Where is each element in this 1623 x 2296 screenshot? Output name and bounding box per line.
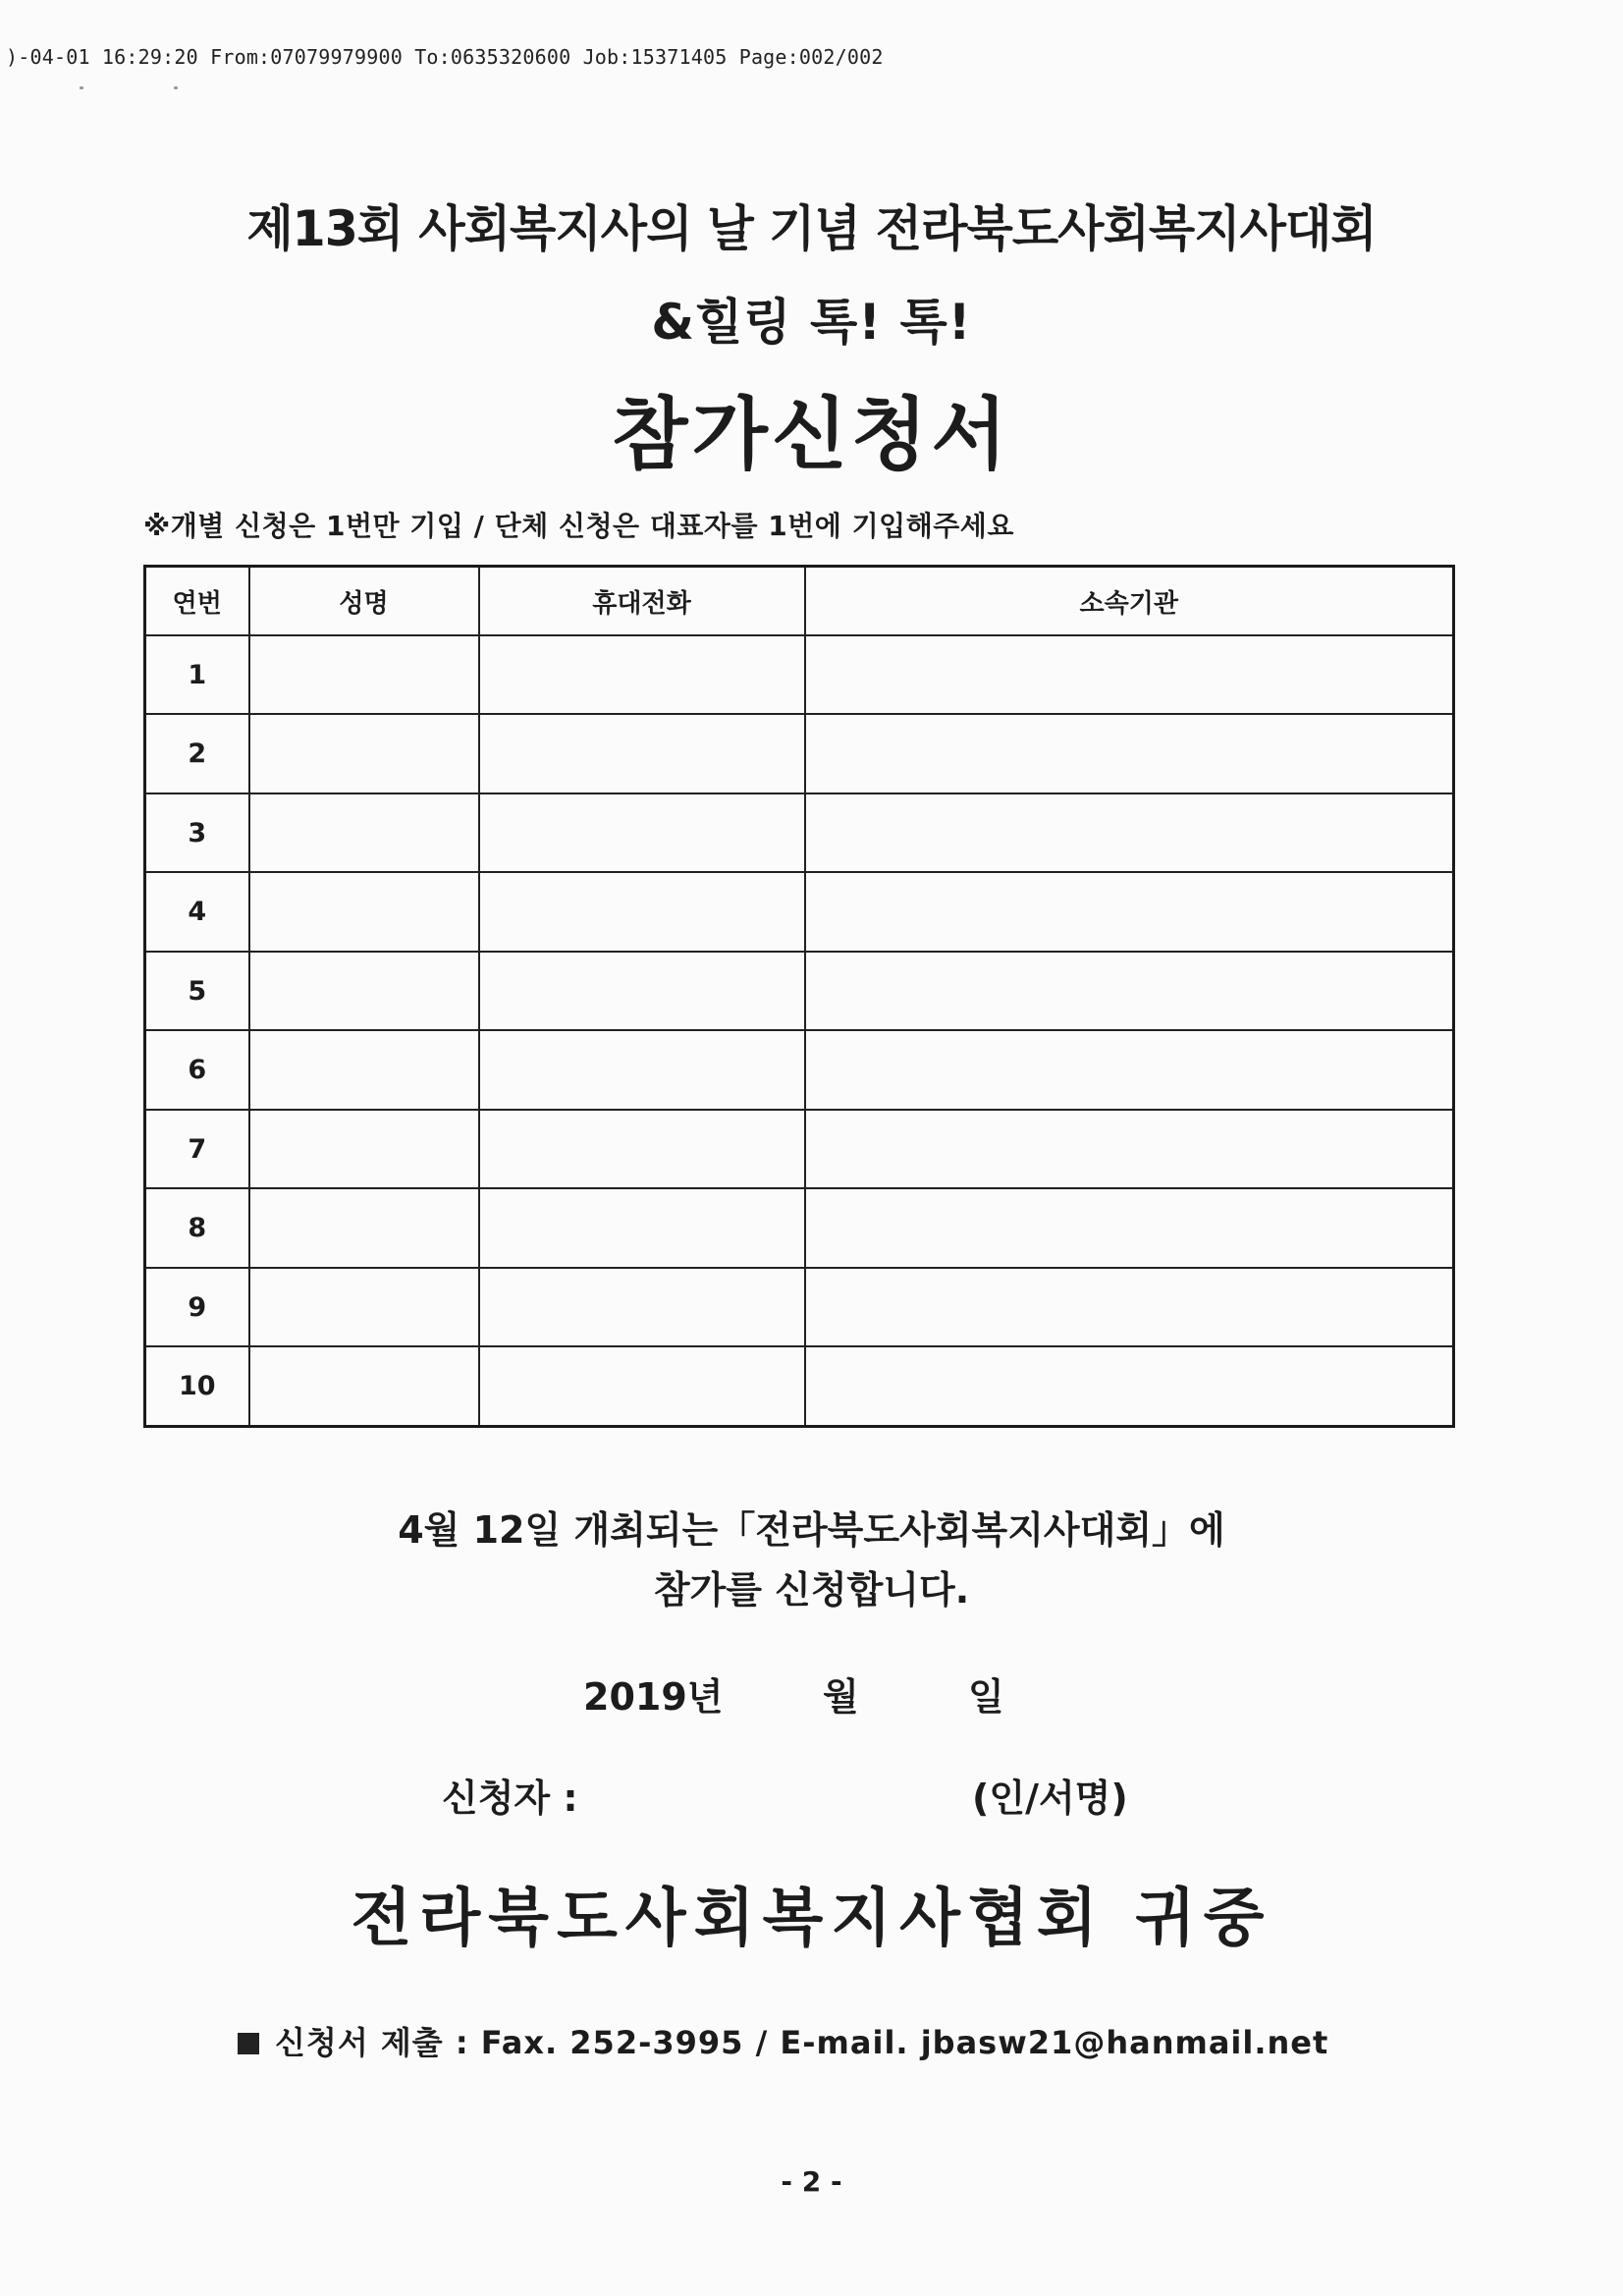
row-number-cell: 6 xyxy=(145,1030,249,1109)
table-header-row xyxy=(145,567,1454,636)
name-cell[interactable] xyxy=(249,793,479,872)
row-number-cell: 8 xyxy=(145,1188,249,1267)
column-header-name: 성명 xyxy=(249,567,479,636)
page-number: - 2 - xyxy=(781,2165,842,2198)
row-number-cell: 10 xyxy=(145,1346,249,1426)
phone-cell[interactable] xyxy=(479,793,805,872)
table-row xyxy=(145,872,1454,951)
organization-cell[interactable] xyxy=(805,1030,1454,1109)
table-row xyxy=(145,1030,1454,1109)
row-number-cell: 5 xyxy=(145,952,249,1030)
table-row xyxy=(145,1188,1454,1267)
submission-info xyxy=(238,2018,1328,2063)
name-cell[interactable] xyxy=(249,635,479,714)
column-header-organization: 소속기관 xyxy=(805,567,1454,636)
row-number-cell: 3 xyxy=(145,793,249,872)
event-subtitle: &힐링 톡! 톡! xyxy=(651,294,972,351)
row-number-cell: 2 xyxy=(145,714,249,793)
table-row xyxy=(145,1268,1454,1346)
organization-cell[interactable] xyxy=(805,952,1454,1030)
submission-text: 신청서 제출 : Fax. 252-3995 / E-mail. jbasw21@hanmail.net xyxy=(275,2024,1329,2061)
application-statement-line2: 참가를 신청합니다. xyxy=(653,1568,970,1612)
name-cell[interactable] xyxy=(249,714,479,793)
organization-cell[interactable] xyxy=(805,635,1454,714)
name-cell[interactable] xyxy=(249,1188,479,1267)
phone-cell[interactable] xyxy=(479,952,805,1030)
table-row xyxy=(145,714,1454,793)
name-cell[interactable] xyxy=(249,1030,479,1109)
event-title: 제13회 사회복지사의 날 기념 전라북도사회복지사대회 xyxy=(246,200,1377,257)
entry-notice: ※개별 신청은 1번만 기입 / 단체 신청은 대표자를 1번에 기입해주세요 xyxy=(143,510,1014,542)
organization-cell[interactable] xyxy=(805,1268,1454,1346)
table-row xyxy=(145,793,1454,872)
organization-cell[interactable] xyxy=(805,1346,1454,1426)
seal-signature-label: (인/서명) xyxy=(972,1777,1128,1820)
name-cell[interactable] xyxy=(249,1268,479,1346)
phone-cell[interactable] xyxy=(479,1030,805,1109)
organization-cell[interactable] xyxy=(805,872,1454,951)
table-row xyxy=(145,1110,1454,1188)
table-row xyxy=(145,635,1454,714)
organization-cell[interactable] xyxy=(805,793,1454,872)
phone-cell[interactable] xyxy=(479,872,805,951)
fax-transmission-header: )-04-01 16:29:20 From:07079979900 To:0635320600 Job:15371405 Page:002/002 xyxy=(6,45,884,69)
date-year: 2019년 xyxy=(583,1675,724,1719)
scan-speck xyxy=(174,86,178,89)
organization-cell[interactable] xyxy=(805,1110,1454,1188)
phone-cell[interactable] xyxy=(479,635,805,714)
square-bullet-icon xyxy=(238,2033,259,2054)
organization-cell[interactable] xyxy=(805,714,1454,793)
date-day: 일 xyxy=(968,1675,1004,1719)
phone-cell[interactable] xyxy=(479,1346,805,1426)
name-cell[interactable] xyxy=(249,1110,479,1188)
row-number-cell: 1 xyxy=(145,635,249,714)
date-month: 월 xyxy=(823,1675,859,1719)
phone-cell[interactable] xyxy=(479,1110,805,1188)
row-number-cell: 7 xyxy=(145,1110,249,1188)
applicant-label: 신청자 : xyxy=(442,1777,578,1820)
phone-cell[interactable] xyxy=(479,1188,805,1267)
column-header-phone: 휴대전화 xyxy=(479,567,805,636)
row-number-cell: 4 xyxy=(145,872,249,951)
recipient-association: 전라북도사회복지사협회 귀중 xyxy=(351,1883,1272,1955)
organization-cell[interactable] xyxy=(805,1188,1454,1267)
name-cell[interactable] xyxy=(249,1346,479,1426)
participant-table xyxy=(143,565,1455,1428)
table-row xyxy=(145,1346,1454,1426)
phone-cell[interactable] xyxy=(479,714,805,793)
name-cell[interactable] xyxy=(249,872,479,951)
name-cell[interactable] xyxy=(249,952,479,1030)
table-row xyxy=(145,952,1454,1030)
scan-speck xyxy=(80,86,83,89)
phone-cell[interactable] xyxy=(479,1268,805,1346)
column-header-number: 연번 xyxy=(145,567,249,636)
application-statement-line1: 4월 12일 개최되는「전라북도사회복지사대회」에 xyxy=(398,1508,1225,1552)
row-number-cell: 9 xyxy=(145,1268,249,1346)
form-title: 참가신청서 xyxy=(612,389,1011,480)
